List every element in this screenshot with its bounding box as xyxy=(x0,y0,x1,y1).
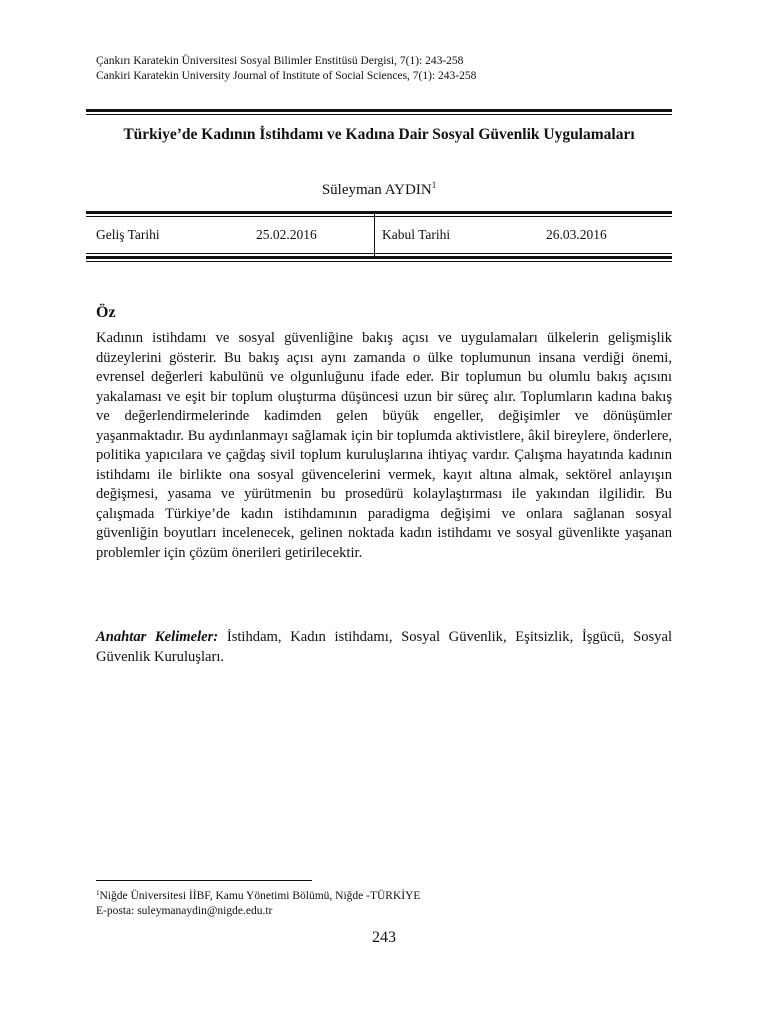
dates-table xyxy=(86,214,672,256)
dates-divider xyxy=(374,214,375,256)
author-name: Süleyman AYDIN xyxy=(321,182,432,198)
received-label: Geliş Tarihi xyxy=(96,227,160,242)
journal-header xyxy=(96,54,676,84)
keywords-list: İstihdam, Kadın istihdamı, Sosyal Güvenlik, Eşitsizlik, İşgücü, Sosyal Güvenlik Kuruluşları. xyxy=(96,629,673,665)
abstract-heading: Öz xyxy=(96,304,116,321)
top-rule xyxy=(86,109,672,115)
dates-mid-rule xyxy=(86,253,672,254)
footnote xyxy=(96,886,656,919)
footnote-email[interactable]: E-posta: suleymanaydin@nigde.edu.tr xyxy=(96,905,273,917)
accepted-date: 26.03.2016 xyxy=(546,227,607,242)
footnote-affiliation: Niğde Üniversitesi İİBF, Kamu Yönetimi Bölümü, Niğde -TÜRKİYE xyxy=(99,890,421,902)
footnote-affiliation-line xyxy=(96,886,656,904)
received-date: 25.02.2016 xyxy=(256,227,317,242)
abstract-text: Kadının istihdamı ve sosyal güvenliğine bakış açısı ve uygulamaları ülkelerin gelişmişlik düzeylerini gösterir. Bu bakış açısı aynı zamanda o ülke toplumunun insana verdiği önemi, evrensel değerleri kabulünü ve olgunluğunu ifade eder. Bir toplumun bu olumlu bakış açısını yakalaması ve eşit bir toplum oluşturma düşüncesi uzun bir süreç alır. Toplumların kadına bakış ve değerlendirmelerinde kadimden gelen büyük engeller, değişimler ve dönüşümler yaşanmaktadır. Bu aydınlanmayı sağlamak için bir toplumda aktivistlere, âkil bireylere, önderlere, politika yapıcılara ve çağdaş sivil toplum kuruluşlarına ihtiyaç vardır. Çalışma hayatında kadının istihdamı ile birlikte ona sosyal güvencelerini vermek, kayıt altına almak, sektörel anlayışın değişmesi, yasama ve yürütmenin bu prosedürü kolaylaştırması ile yakından ilgilidir. Bu çalışmada Türkiye’de kadın istihdamının paradigma değişimi ve onlara sağlanan sosyal güvenliğin boyutları incelenecek, gelinen noktada kadın istihdamı ve sosyal güvenlikte yaşanan problemler için çözüm önerileri getirilecektir. xyxy=(96,330,672,561)
article-title: Türkiye’de Kadının İstihdamı ve Kadına Dair Sosyal Güvenlik Uygulamaları xyxy=(123,126,635,143)
dates-bottom-rule xyxy=(86,256,672,262)
footnote-mark: 1 xyxy=(96,889,100,897)
author-footnote-mark[interactable]: 1 xyxy=(431,180,437,190)
author-line xyxy=(96,180,662,199)
journal-header-en: Cankiri Karatekin University Journal of Institute of Social Sciences, 7(1): 243-258 xyxy=(96,70,477,82)
journal-header-tr: Çankırı Karatekin Üniversitesi Sosyal Bilimler Enstitüsü Dergisi, 7(1): 243-258 xyxy=(96,55,464,67)
footnote-rule xyxy=(96,880,312,881)
keywords xyxy=(96,627,672,667)
page-number: 243 xyxy=(372,929,396,946)
keywords-label: Anahtar Kelimeler: xyxy=(96,629,219,645)
accepted-label: Kabul Tarihi xyxy=(382,227,451,242)
